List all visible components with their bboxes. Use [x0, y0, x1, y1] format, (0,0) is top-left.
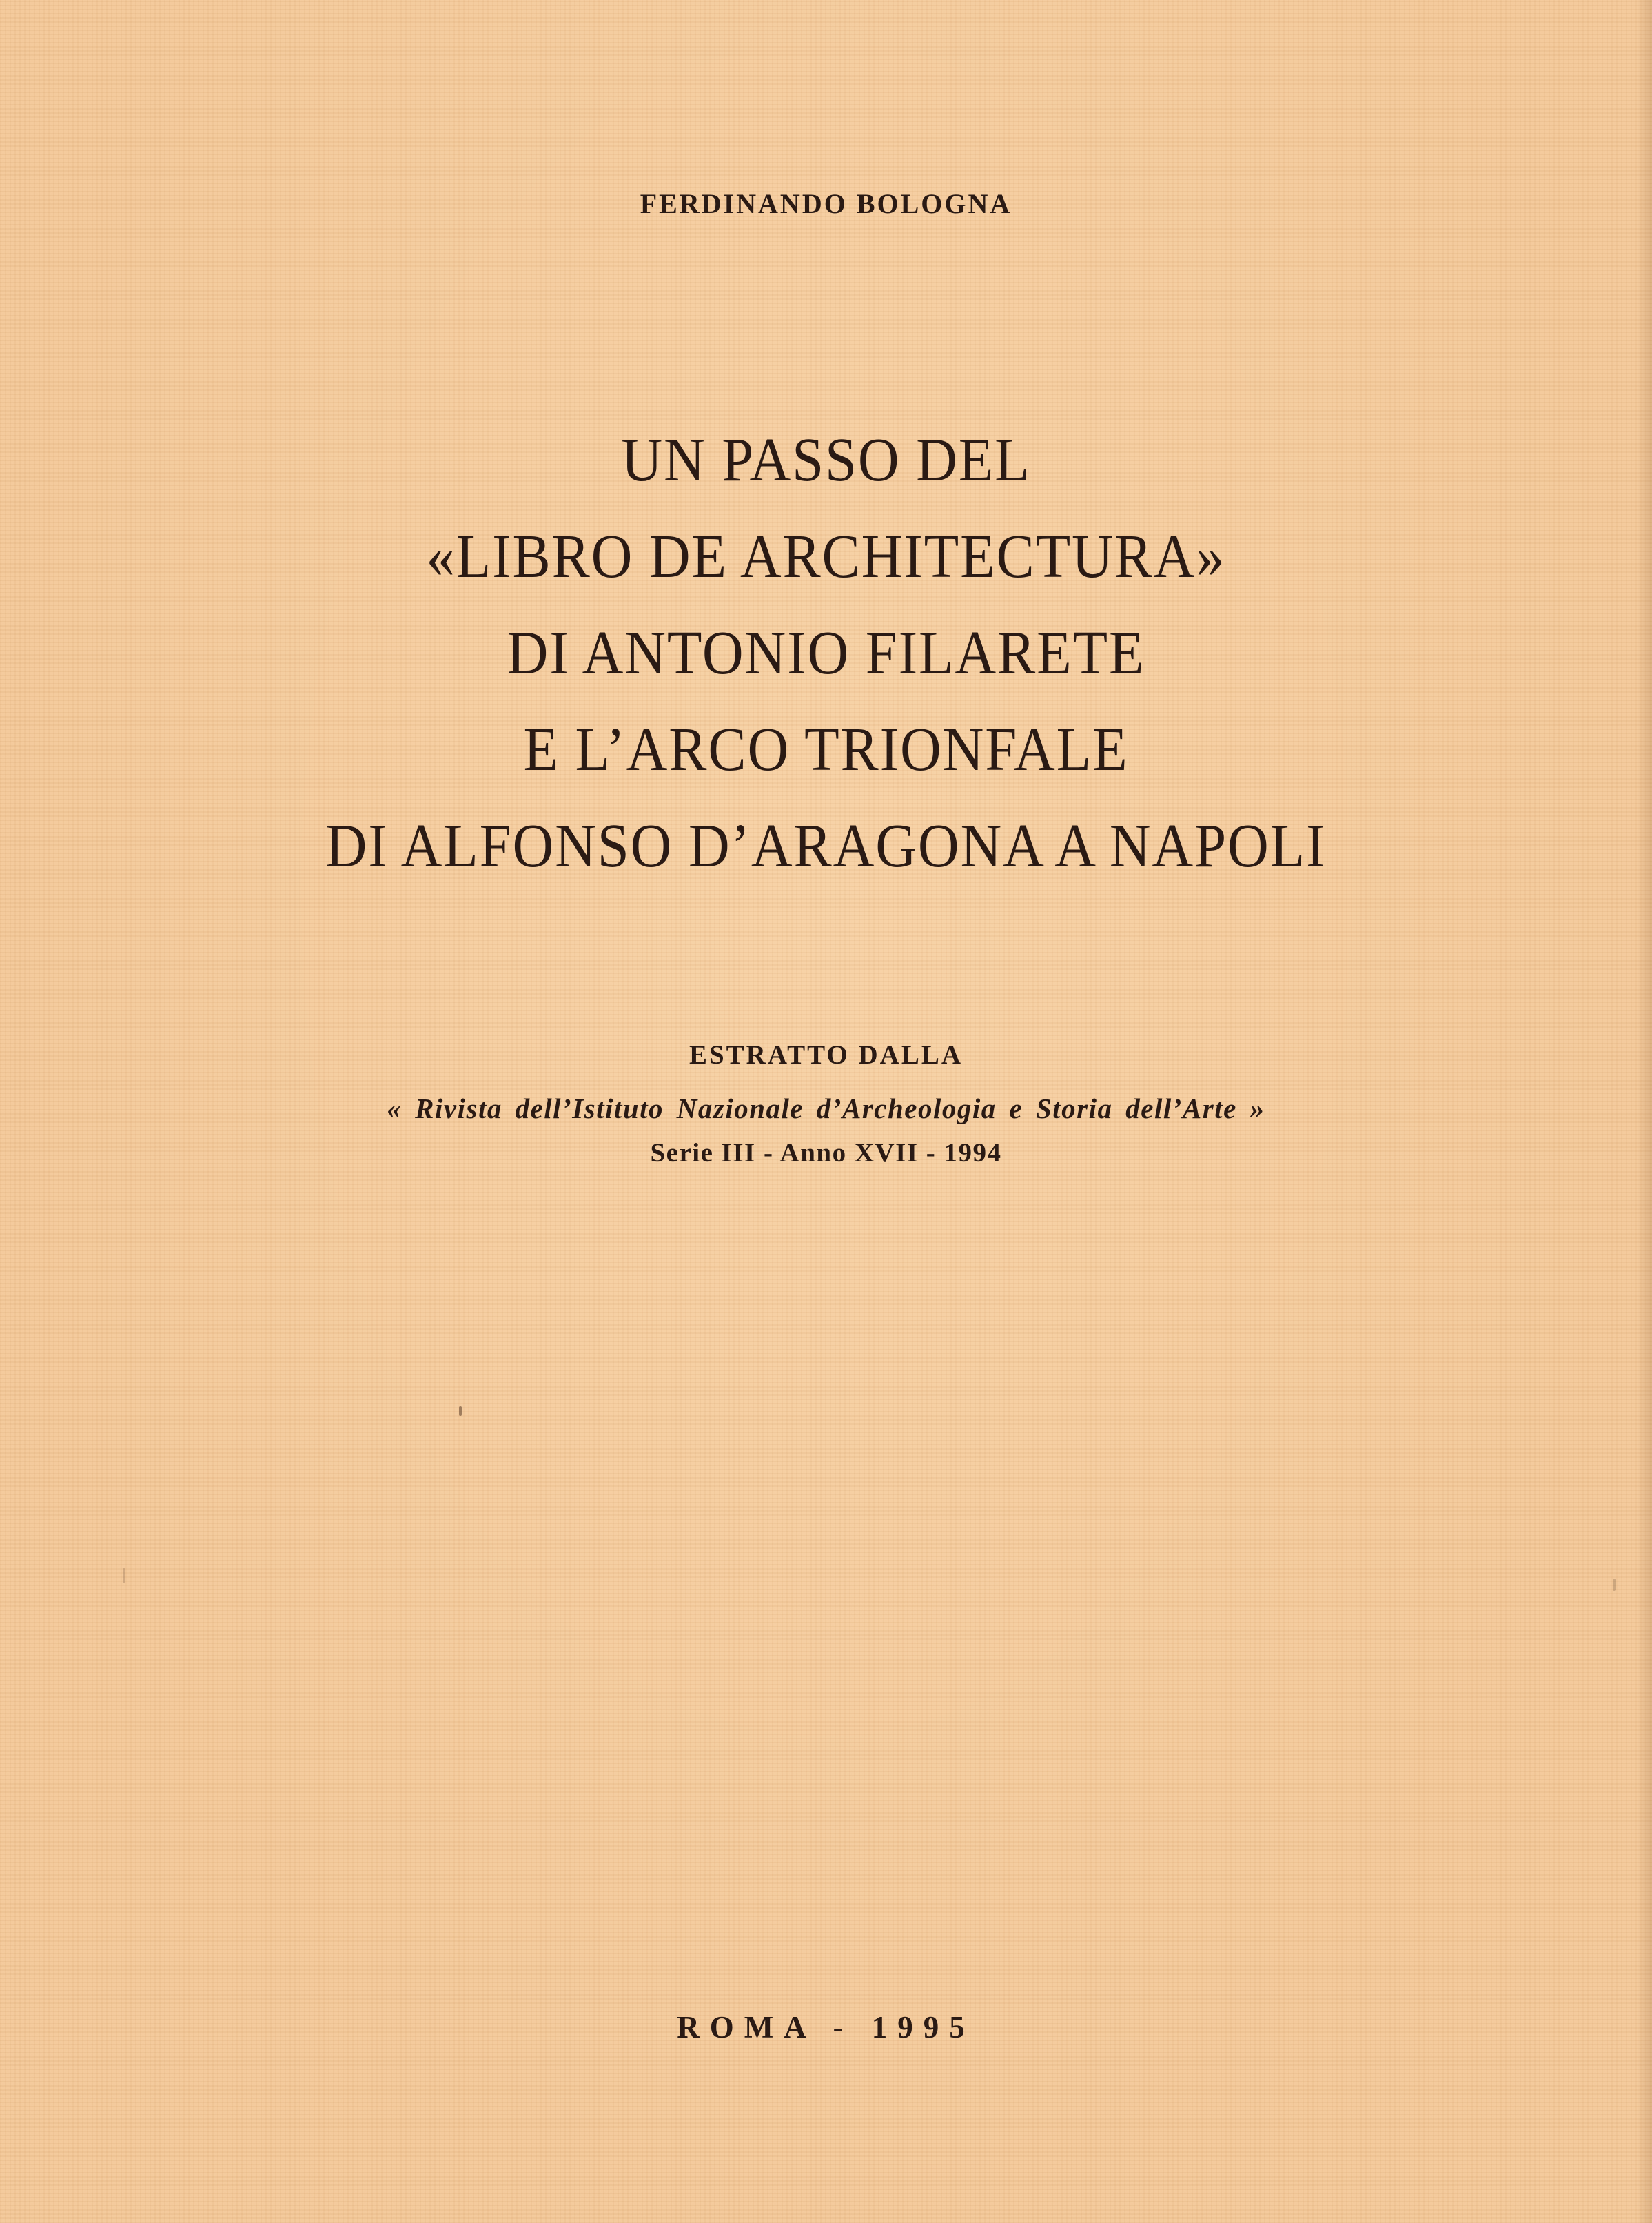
title-line-4: E L’ARCO TRIONFALE [523, 715, 1129, 784]
book-title [0, 412, 1652, 895]
title-line-5: DI ALFONSO D’ARAGONA A NAPOLI [325, 812, 1327, 880]
title-line-2: «LIBRO DE ARCHITECTURA» [426, 522, 1226, 591]
title-line-3: DI ANTONIO FILARETE [507, 619, 1145, 687]
imprint-place-year: ROMA - 1995 [677, 2010, 975, 2044]
title-line-1: UN PASSO DEL [621, 426, 1031, 494]
paper-speck [123, 1568, 125, 1583]
paper-speck [459, 1406, 462, 1416]
series-info: Serie III - Anno XVII - 1994 [650, 1138, 1002, 1168]
journal-name: « Rivista dell’Istituto Nazionale d’Archeologia e Storia dell’Arte » [387, 1093, 1265, 1124]
extract-label: ESTRATTO DALLA [689, 1040, 963, 1070]
paper-speck [1613, 1579, 1616, 1591]
author-name: FERDINANDO BOLOGNA [640, 188, 1012, 219]
